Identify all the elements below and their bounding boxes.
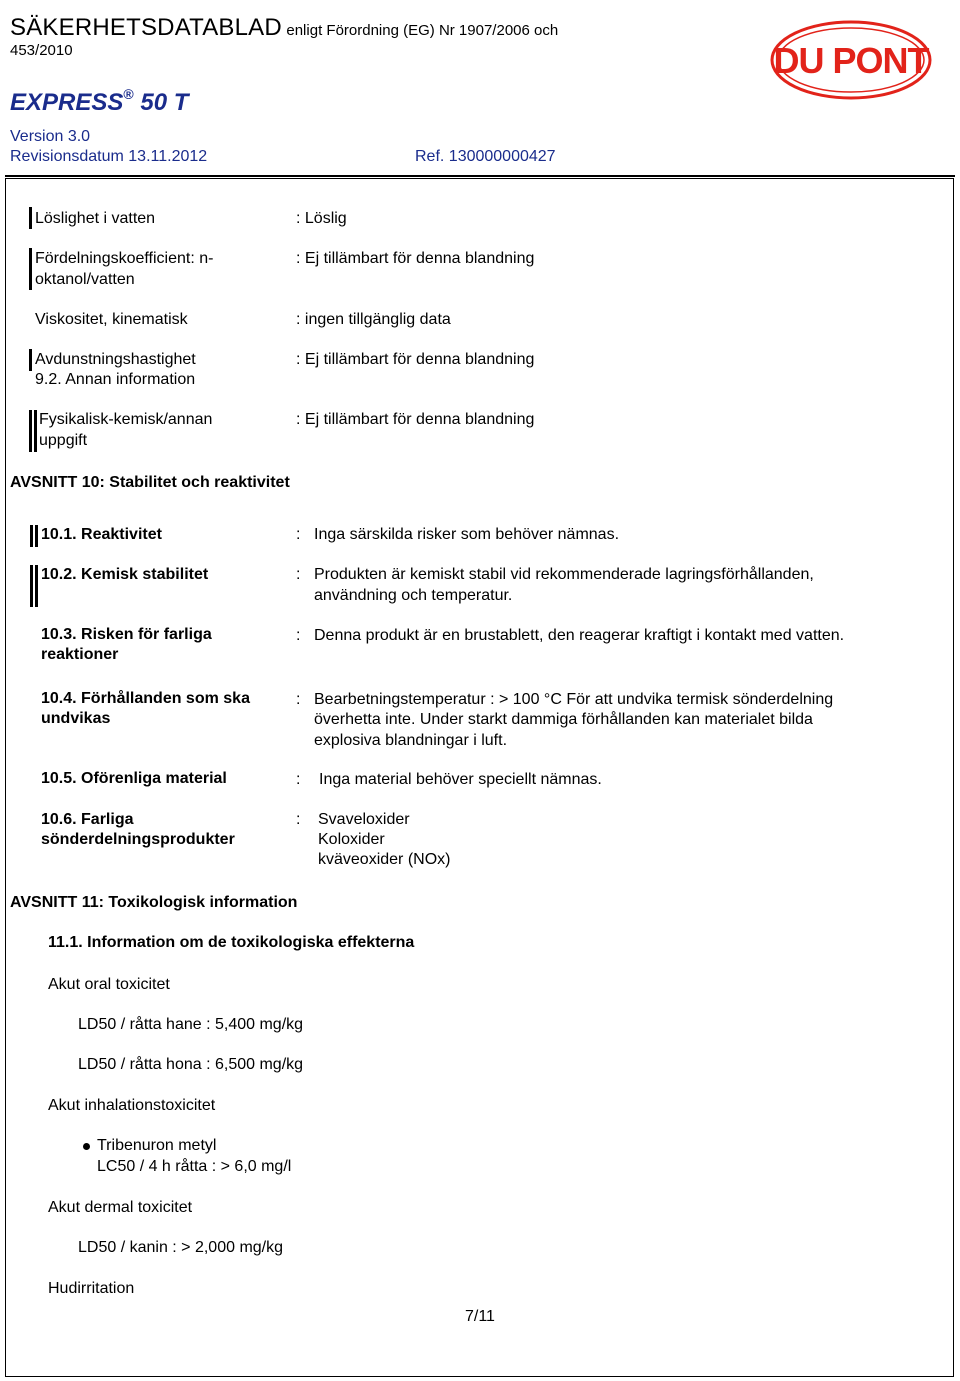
item-value-decomposition-1: Svaveloxider [318, 811, 410, 828]
subsection-heading-11-1: 11.1. Information om de toxikologiska effekterna [48, 934, 415, 951]
property-label-solubility: Löslighet i vatten [35, 210, 156, 227]
item-label-decomposition: 10.6. Farliga [41, 811, 134, 828]
bullet-icon [83, 1143, 90, 1150]
item-value-conditions-avoid-2: överhetta inte. Under starkt dammiga förhållanden kan materialet bilda [314, 711, 813, 728]
item-value-decomposition-2: Koloxider [318, 831, 385, 848]
item-value-hazardous-reactions: Denna produkt är en brustablett, den reagerar kraftigt i kontakt med vatten. [314, 627, 845, 644]
title-main: SÄKERHETSDATABLAD [10, 14, 282, 41]
change-bar [29, 349, 32, 371]
item-value-conditions-avoid: Bearbetningstemperatur : > 100 °C För att undvika termisk sönderdelning [314, 691, 834, 708]
logo-text: DU PONT [773, 40, 929, 81]
item-value-reactivity: Inga särskilda risker som behöver nämnas. [314, 526, 620, 543]
change-bar [30, 525, 33, 547]
property-label-viscosity: Viskositet, kinematisk [35, 311, 188, 328]
section-heading-10: AVSNITT 10: Stabilitet och reaktivitet [10, 474, 290, 491]
property-label-other: Fysikalisk-kemisk/annan [39, 411, 213, 428]
change-bar [29, 207, 32, 229]
item-colon: : [296, 566, 301, 583]
item-label-decomposition-2: sönderdelningsprodukter [41, 831, 235, 848]
item-colon: : [296, 771, 301, 788]
title-regulation-line2: 453/2010 [10, 42, 73, 59]
revision-date: Revisionsdatum 13.11.2012 [10, 148, 208, 165]
ld50-rabbit-value: LD50 / kanin : > 2,000 mg/kg [78, 1239, 284, 1256]
item-value-stability-2: användning och temperatur. [314, 587, 513, 604]
item-colon: : [296, 526, 301, 543]
item-value-decomposition-3: kväveoxider (NOx) [318, 851, 451, 868]
skin-irritation-label: Hudirritation [48, 1280, 135, 1297]
property-label-evaporation: Avdunstningshastighet [35, 351, 196, 368]
change-bar [34, 410, 37, 452]
ld50-female-value: LD50 / råtta hona : 6,500 mg/kg [78, 1056, 304, 1073]
property-label-partition-2: oktanol/vatten [35, 271, 135, 288]
property-label-partition: Fördelningskoefficient: n- [35, 250, 214, 267]
registered-mark: ® [123, 86, 134, 102]
property-value-other: : Ej tillämbart för denna blandning [296, 411, 535, 428]
version-text: Version 3.0 [10, 128, 91, 145]
item-label-stability: 10.2. Kemisk stabilitet [41, 566, 209, 583]
item-value-stability: Produkten är kemiskt stabil vid rekommenderade lagringsförhållanden, [314, 566, 814, 583]
lc50-value: LC50 / 4 h råtta : > 6,0 mg/l [97, 1158, 292, 1175]
title-regulation: enligt Förordning (EG) Nr 1907/2006 och [286, 22, 559, 39]
substance-name: Tribenuron metyl [97, 1137, 217, 1154]
reference-number: Ref. 130000000427 [415, 148, 556, 165]
item-value-incompatible: Inga material behöver speciellt nämnas. [319, 771, 602, 788]
item-label-conditions-avoid: 10.4. Förhållanden som ska [41, 690, 250, 707]
item-label-incompatible: 10.5. Oförenliga material [41, 770, 227, 787]
property-value-evaporation: : Ej tillämbart för denna blandning [296, 351, 535, 368]
item-colon: : [296, 627, 301, 644]
property-value-partition: : Ej tillämbart för denna blandning [296, 250, 535, 267]
item-colon: : [296, 811, 301, 828]
subsection-heading-9-2: 9.2. Annan information [35, 371, 196, 388]
product-suffix: 50 T [140, 89, 189, 116]
change-bar [29, 248, 32, 290]
item-label-hazardous-reactions: 10.3. Risken för farliga [41, 626, 212, 643]
change-bar [29, 410, 32, 452]
change-bar [35, 565, 38, 607]
change-bar [35, 525, 38, 547]
product-name: EXPRESS [10, 89, 124, 116]
change-bar [30, 565, 33, 607]
section-heading-11: AVSNITT 11: Toxikologisk information [10, 894, 298, 911]
item-value-conditions-avoid-3: explosiva blandningar i luft. [314, 732, 508, 749]
item-label-conditions-avoid-2: undvikas [41, 710, 111, 727]
property-value-solubility: : Löslig [296, 210, 347, 227]
acute-dermal-label: Akut dermal toxicitet [48, 1199, 193, 1216]
dupont-logo [770, 20, 932, 100]
acute-inhalation-label: Akut inhalationstoxicitet [48, 1097, 216, 1114]
item-colon: : [296, 691, 301, 708]
property-label-other-2: uppgift [39, 432, 88, 449]
page-number: 7/11 [465, 1308, 495, 1325]
document-title [10, 14, 558, 42]
property-value-viscosity: : ingen tillgänglig data [296, 311, 451, 328]
ld50-male-value: LD50 / råtta hane : 5,400 mg/kg [78, 1016, 304, 1033]
product-name-block [10, 88, 188, 117]
header-rule [5, 175, 955, 177]
acute-oral-label: Akut oral toxicitet [48, 976, 170, 993]
item-label-hazardous-reactions-2: reaktioner [41, 646, 119, 663]
item-label-reactivity: 10.1. Reaktivitet [41, 526, 162, 543]
